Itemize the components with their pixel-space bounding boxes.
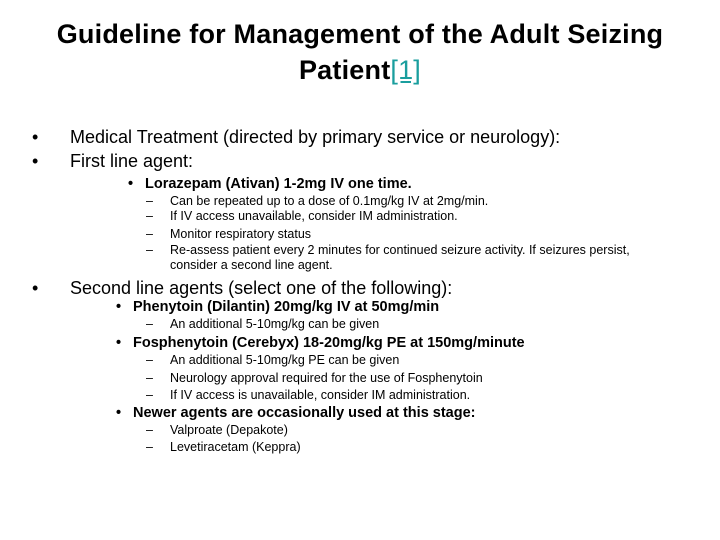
bullet-newer-agents (116, 404, 476, 422)
sub-item (146, 388, 471, 403)
dash-icon: – (146, 388, 153, 402)
bullet-icon: • (116, 405, 122, 421)
sub-item (146, 423, 288, 438)
sub-item (146, 227, 312, 242)
bullet-text: Phenytoin (Dilantin) 20mg/kg IV at 50mg/min (133, 299, 440, 315)
dash-icon: – (146, 440, 153, 454)
sub-item-text: Monitor respiratory status (170, 227, 312, 241)
bullet-icon: • (32, 127, 39, 147)
sub-item-text: An additional 5-10mg/kg can be given (170, 317, 380, 331)
bullet-second-line (32, 277, 453, 299)
dash-icon: – (146, 194, 153, 208)
bullet-icon: • (116, 299, 122, 315)
sub-item (146, 243, 640, 273)
sub-item-text: If IV access unavailable, consider IM administration. (170, 209, 458, 223)
sub-item (146, 353, 400, 368)
bullet-medical-treatment (32, 126, 561, 148)
sub-item-text: Levetiracetam (Keppra) (170, 440, 301, 454)
dash-icon: – (146, 227, 153, 241)
bullet-text: Medical Treatment (directed by primary service or neurology): (70, 127, 561, 147)
bullet-icon: • (116, 335, 122, 351)
sub-item-text: Can be repeated up to a dose of 0.1mg/kg IV at 2mg/min. (170, 194, 489, 208)
sub-item-text: Valproate (Depakote) (170, 423, 288, 437)
sub-item-text: An additional 5-10mg/kg PE can be given (170, 353, 400, 367)
dash-icon: – (146, 423, 153, 437)
bullet-icon: • (32, 278, 39, 298)
bullet-text: First line agent: (70, 151, 194, 171)
sub-item (146, 440, 301, 455)
bullet-icon: • (32, 151, 39, 171)
bullet-lorazepam (128, 175, 412, 193)
slide-title (20, 16, 700, 88)
bullet-text: Second line agents (select one of the following): (70, 278, 453, 298)
bullet-text: Fosphenytoin (Cerebyx) 18-20mg/kg PE at 150mg/minute (133, 335, 525, 351)
bullet-fosphenytoin (116, 334, 525, 352)
sub-item (146, 194, 489, 209)
sub-item-text: Neurology approval required for the use of Fosphenytoin (170, 371, 483, 385)
sub-item-text: If IV access is unavailable, consider IM administration. (170, 388, 471, 402)
bullet-phenytoin (116, 298, 440, 316)
dash-icon: – (146, 371, 153, 385)
reference-link[interactable]: [1] (390, 55, 422, 85)
sub-item (146, 371, 483, 386)
dash-icon: – (146, 243, 153, 257)
bullet-text: Lorazepam (Ativan) 1-2mg IV one time. (145, 176, 412, 192)
slide-title-text: Guideline for Management of the Adult Seizing Patient (56, 19, 664, 85)
bullet-icon: • (128, 176, 134, 192)
sub-item (146, 209, 458, 224)
bullet-first-line (32, 150, 194, 172)
sub-item (146, 317, 380, 332)
dash-icon: – (146, 353, 153, 367)
sub-item-text: Re-assess patient every 2 minutes for continued seizure activity. If seizures persist, consider a second line agent. (170, 243, 630, 272)
dash-icon: – (146, 209, 153, 223)
bullet-text: Newer agents are occasionally used at this stage: (133, 405, 476, 421)
dash-icon: – (146, 317, 153, 331)
